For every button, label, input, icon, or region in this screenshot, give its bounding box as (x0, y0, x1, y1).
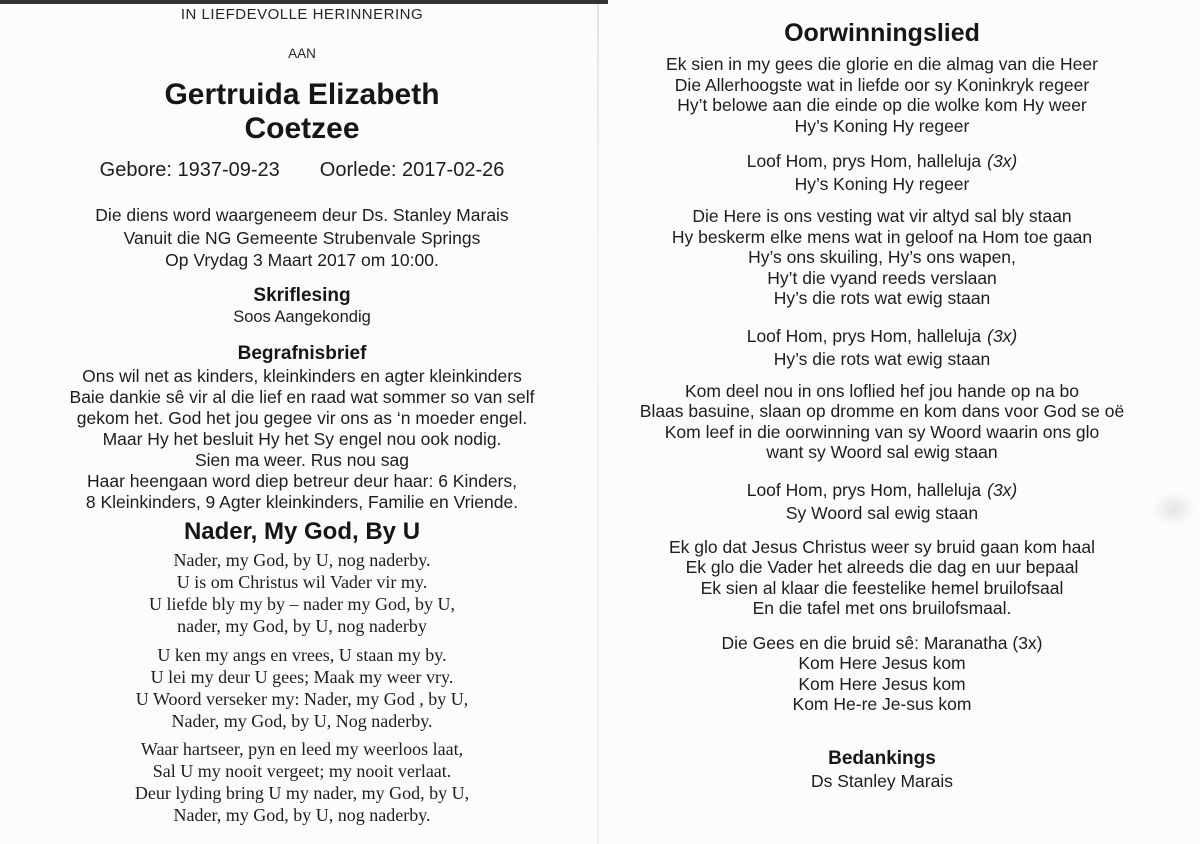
song-line: Kom Here Jesus kom (798, 653, 966, 673)
chorus-line: Sy Woord sal ewig staan (785, 502, 979, 523)
hymn-line: U liefde bly my by – nader my God, by U, (149, 593, 455, 614)
song-chorus-3 (610, 479, 1154, 525)
song-title: Oorwinningslied (784, 19, 980, 47)
right-page (600, 0, 1200, 844)
hymn-line: Nader, my God, by U, nog naderby. (173, 804, 431, 825)
begrafnisbrief-heading: Begrafnisbrief (237, 342, 367, 364)
scan-smudge (1152, 492, 1196, 526)
song-line: Ek sien al klaar die feestelike hemel bruilofsaal (700, 577, 1064, 598)
service-details (24, 204, 580, 272)
hymn-line: Deur lyding bring U my nader, my God, by U, (134, 782, 470, 803)
chorus-text: Loof Hom, prys Hom, halleluja (746, 479, 982, 500)
aan-label: AAN (288, 46, 316, 61)
hymn-line: Nader, my God, by U, nog naderby. (173, 549, 431, 570)
begrafnisbrief-line: Ons wil net as kinders, kleinkinders en agter kleinkinders (82, 365, 522, 386)
chorus-text: Loof Hom, prys Hom, halleluja (746, 325, 982, 346)
chorus-line (610, 150, 1154, 173)
life-dates (24, 158, 580, 182)
song-line: Ek glo dat Jesus Christus weer sy bruid gaan kom haal (668, 536, 1096, 557)
song-line: Blaas basuine, slaan op dromme en kom dans voor God se oë (639, 401, 1125, 421)
song-stanza-4 (610, 537, 1154, 619)
begrafnisbrief-line: Haar heengaan word diep betreur deur haar: 6 Kinders, (87, 470, 517, 491)
repeat-marker: (3x) (987, 151, 1018, 171)
song-stanza-5 (610, 633, 1154, 715)
song-chorus-2 (610, 325, 1154, 371)
service-line: Vanuit die NG Gemeente Strubenvale Springs (123, 227, 481, 248)
song-line: Die Here is ons vesting wat vir altyd sal bly staan (692, 206, 1072, 226)
song-line: En die tafel met ons bruilofsmaal. (752, 598, 1012, 618)
begrafnisbrief-line: Maar Hy het besluit Hy het Sy engel nou ook nodig. (102, 428, 502, 449)
memorial-heading: IN LIEFDEVOLLE HERINNERING (180, 6, 424, 23)
song-line: Die Gees en die bruid sê: Maranatha (3x) (721, 632, 1043, 653)
begrafnisbrief-line: gekom het. God het jou gegee vir ons as ‘n moeder engel. (76, 407, 528, 428)
song-line: want sy Woord sal ewig staan (766, 442, 998, 462)
song-line: Hy’s die rots wat ewig staan (773, 288, 991, 308)
repeat-marker: (3x) (987, 325, 1018, 346)
skriflesing-body: Soos Aangekondig (233, 307, 371, 326)
hymn-verse-1 (24, 549, 580, 637)
scan-edge-artifact (0, 0, 608, 4)
bedankings-heading: Bedankings (828, 747, 936, 769)
song-stanza-1 (610, 54, 1154, 136)
begrafnisbrief-line: Baie dankie sê vir al die lief en raad wat sommer so van self (69, 386, 535, 407)
hymn-line: U ken my angs en vrees, U staan my by. (157, 644, 447, 665)
song-line: Kom deel nou in ons loflied hef jou hande op na bo (684, 380, 1080, 401)
hymn-line: U is om Christus wil Vader vir my. (176, 571, 428, 592)
deceased-first-names: Gertruida Elizabeth (164, 78, 440, 111)
song-line: Hy’t belowe aan die einde op die wolke kom Hy weer (677, 95, 1087, 115)
service-line: Die diens word waargeneem deur Ds. Stanley Marais (95, 205, 509, 225)
hymn-line: U lei my deur U gees; Maak my weer vry. (150, 666, 454, 687)
page-fold-line (597, 0, 599, 844)
chorus-line (610, 325, 1154, 348)
song-line: Ek sien in my gees die glorie en die almag van die Heer (666, 54, 1098, 74)
song-line: Kom Here Jesus kom (798, 673, 966, 694)
song-line: Hy’t die vyand reeds verslaan (767, 267, 997, 288)
song-line: Hy beskerm elke mens wat in geloof na Hom toe gaan (671, 226, 1093, 247)
hymn-line: Nader, my God, by U, Nog naderby. (171, 710, 433, 731)
song-stanza-3 (610, 381, 1154, 463)
song-line: Ek glo die Vader het alreeds die dag en uur bepaal (685, 557, 1079, 577)
chorus-line: Hy’s die rots wat ewig staan (773, 348, 991, 369)
song-line: Kom leef in die oorwinning van sy Woord waarin ons glo (664, 421, 1100, 442)
deceased-name (24, 78, 580, 146)
hymn-verse-2 (24, 644, 580, 732)
deceased-surname: Coetzee (244, 112, 360, 145)
repeat-marker: (3x) (987, 479, 1018, 500)
song-line: Die Allerhoogste wat in liefde oor sy Koninkryk regeer (674, 74, 1090, 95)
died-date: Oorlede: 2017-02-26 (319, 159, 505, 181)
chorus-text: Loof Hom, prys Hom, halleluja (746, 151, 982, 171)
song-chorus-1 (610, 150, 1154, 196)
song-stanza-2 (610, 206, 1154, 309)
hymn-verse-3 (24, 738, 580, 826)
song-line: Hy’s Koning Hy regeer (794, 115, 970, 136)
hymn-line: nader, my God, by U, nog naderby (177, 615, 427, 636)
chorus-line: Hy’s Koning Hy regeer (794, 174, 970, 194)
skriflesing-heading: Skriflesing (253, 284, 351, 306)
hymn-line: U Woord verseker my: Nader, my God , by U, (135, 688, 469, 709)
bedankings-body: Ds Stanley Marais (811, 770, 953, 791)
begrafnisbrief-line: 8 Kleinkinders, 9 Agter kleinkinders, Familie en Vriende. (85, 491, 519, 512)
hymn-line: Sal U my nooit vergeet; my nooit verlaat. (152, 760, 452, 781)
begrafnisbrief-line: Sien ma weer. Rus nou sag (194, 449, 409, 470)
chorus-line (610, 479, 1154, 502)
hymn-line: Waar hartseer, pyn en leed my weerloos laat, (140, 738, 464, 759)
hymn-title: Nader, My God, By U (183, 517, 421, 545)
song-line: Hy’s ons skuiling, Hy’s ons wapen, (748, 247, 1016, 267)
song-line: Kom He-re Je-sus kom (792, 694, 972, 714)
born-date: Gebore: 1937-09-23 (99, 159, 280, 181)
begrafnisbrief-text (24, 366, 580, 513)
service-line: Op Vrydag 3 Maart 2017 om 10:00. (165, 250, 439, 270)
